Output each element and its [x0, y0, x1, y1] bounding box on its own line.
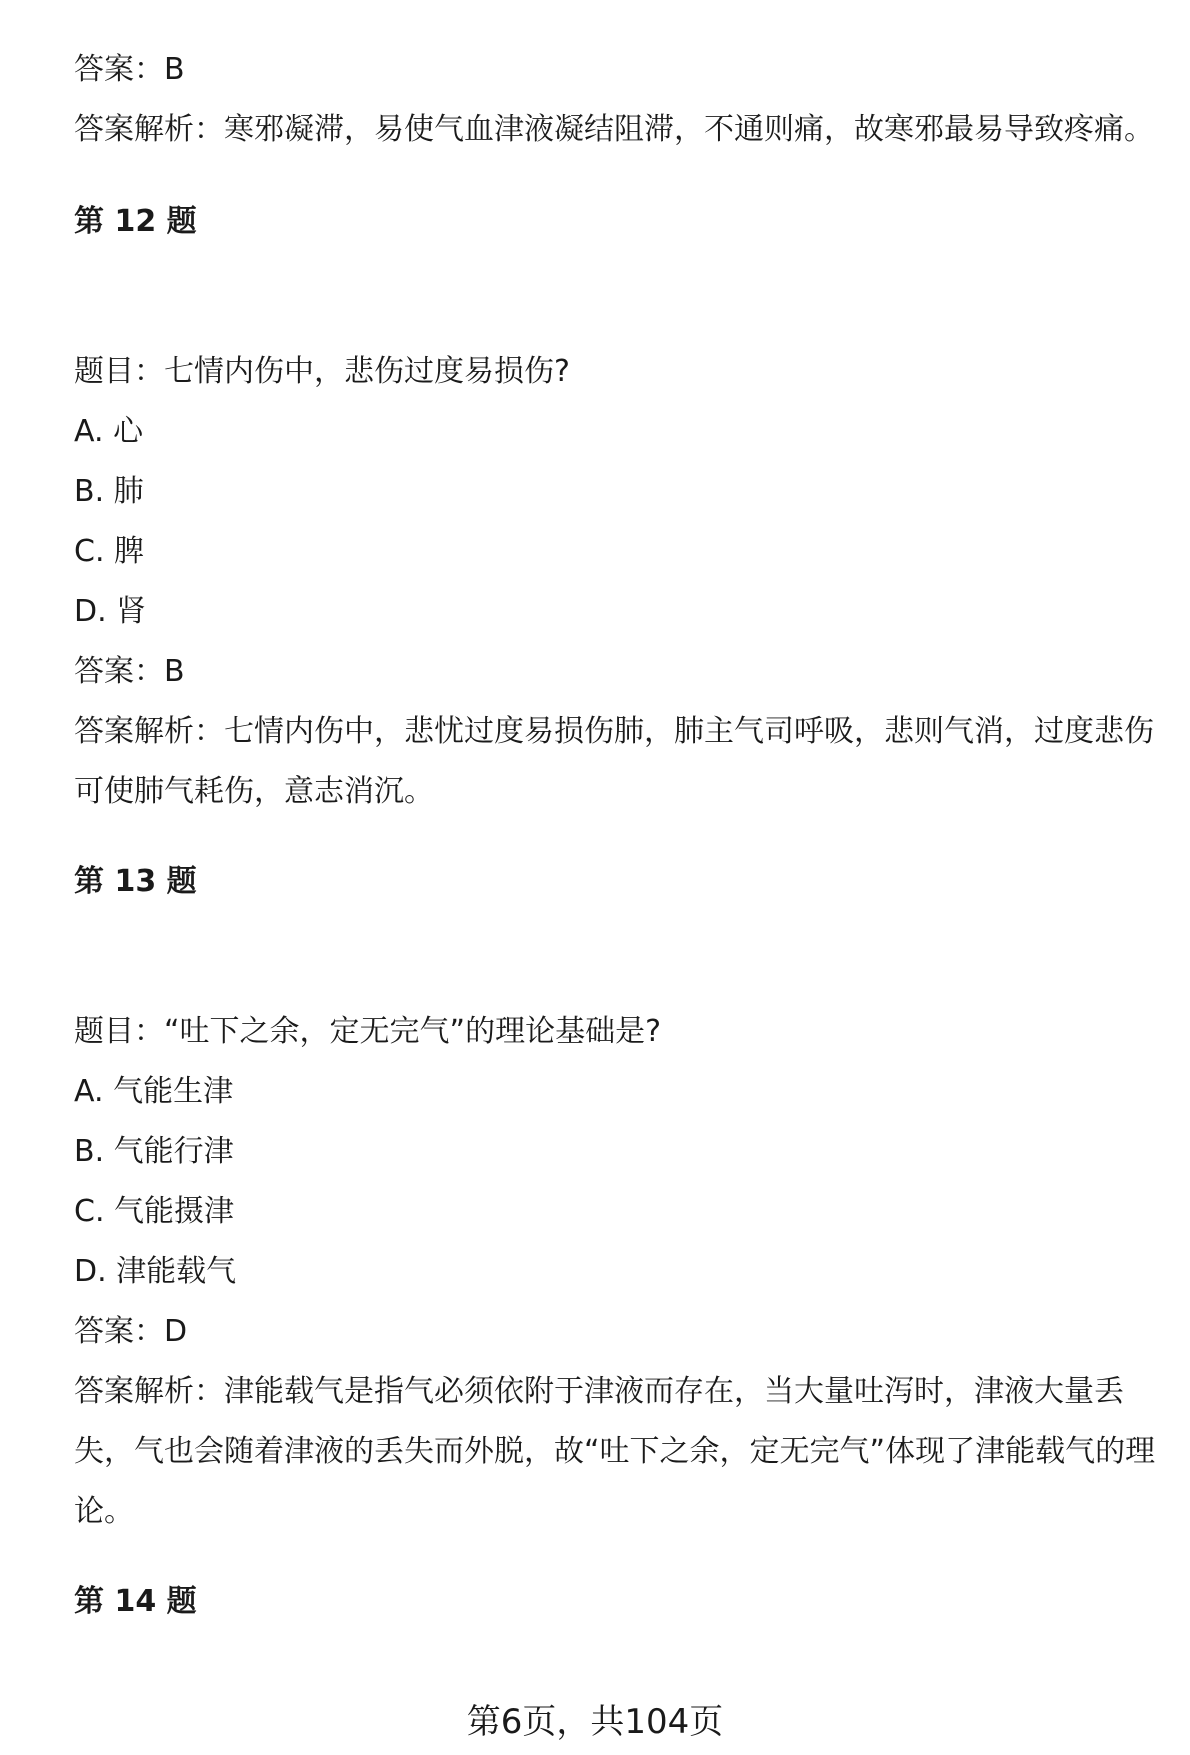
option-b: B. 肺 — [74, 474, 144, 509]
option-c: C. 气能摄津 — [74, 1194, 235, 1229]
option-b: B. 气能行津 — [74, 1134, 234, 1169]
page-number-footer: 第6页，共104页 — [466, 1702, 724, 1742]
explanation-text: 答案解析：七情内伤中，悲忧过度易损伤肺，肺主气司呼吸，悲则气消，过度悲伤可使肺气耗伤，意志消沉。 — [74, 714, 1154, 809]
option-a: A. 心 — [74, 414, 144, 449]
question-heading: 第 14 题 — [74, 1584, 197, 1619]
option-d: D. 肾 — [74, 594, 147, 629]
question-text: 题目：七情内伤中，悲伤过度易损伤? — [74, 354, 570, 389]
explanation-text: 答案解析：津能载气是指气必须依附于津液而存在，当大量吐泻时，津液大量丢失，气也会随着津液的丢失而外脱，故“吐下之余，定无完气”体现了津能载气的理论。 — [74, 1374, 1156, 1529]
option-a: A. 气能生津 — [74, 1074, 234, 1109]
question-text: 题目：“吐下之余，定无完气”的理论基础是? — [74, 1014, 662, 1049]
answer-text: 答案：B — [74, 52, 185, 87]
answer-text: 答案：D — [74, 1314, 188, 1349]
option-d: D. 津能载气 — [74, 1254, 237, 1289]
answer-text: 答案：B — [74, 654, 185, 689]
explanation-text: 答案解析：寒邪凝滞，易使气血津液凝结阻滞，不通则痛，故寒邪最易导致疼痛。 — [74, 112, 1154, 147]
question-heading: 第 13 题 — [74, 864, 197, 899]
question-heading: 第 12 题 — [74, 204, 197, 239]
option-c: C. 脾 — [74, 534, 145, 569]
